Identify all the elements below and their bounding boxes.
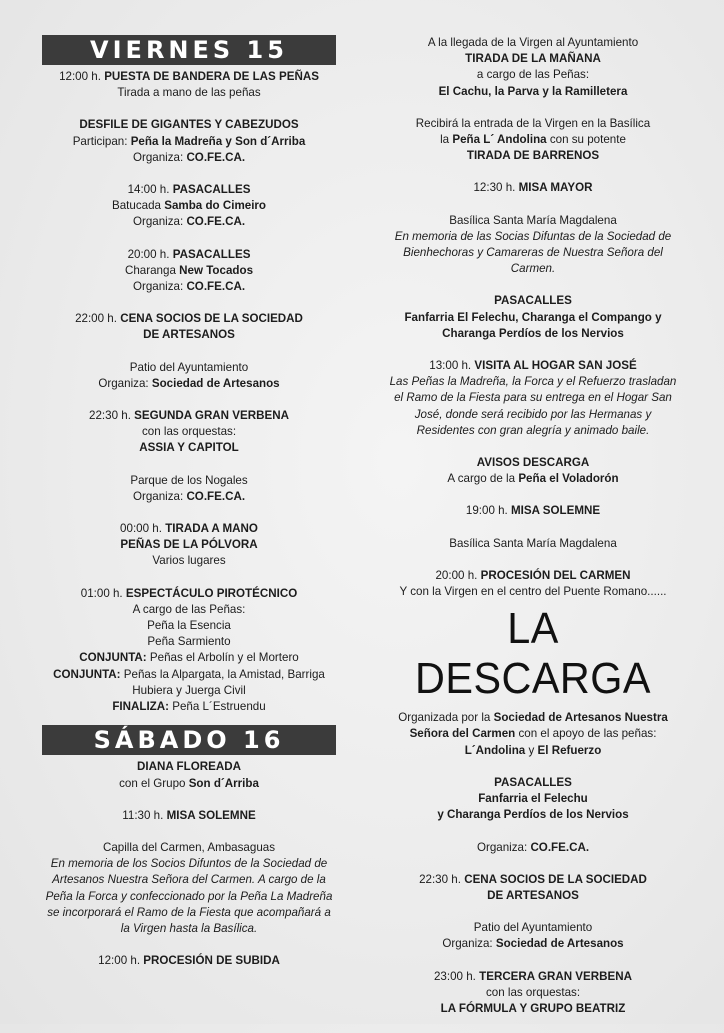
value: L´Andolina bbox=[464, 743, 526, 757]
label: CONJUNTA: bbox=[53, 667, 121, 681]
event-title: PROCESIÓN DE SUBIDA bbox=[143, 954, 280, 968]
value: Sociedad de Artesanos bbox=[495, 937, 624, 951]
value: Peña el Voladorón bbox=[518, 472, 619, 486]
event-note: Bienhechoras y Camareras de Nuestra Señora del bbox=[403, 246, 663, 260]
event-title: TIRADA DE BARRENOS bbox=[466, 149, 600, 163]
event-visita-hogar bbox=[384, 358, 682, 439]
event-descarga-details bbox=[384, 710, 682, 759]
event-tirada-manana bbox=[384, 35, 682, 100]
label: y bbox=[528, 743, 535, 757]
event-title: PASACALLES bbox=[172, 247, 251, 261]
event-title: PASACALLES bbox=[494, 294, 572, 308]
event-procesion-subida bbox=[42, 953, 336, 969]
event-title: TIRADA A MANO bbox=[165, 522, 258, 536]
event-place: Patio del Ayuntamiento bbox=[473, 921, 593, 935]
event-note: En memoria de las Socias Difuntas de la Sociedad de bbox=[394, 229, 672, 243]
value: Peñas el Arbolín y el Mortero bbox=[149, 651, 299, 665]
event-place: Patio del Ayuntamiento bbox=[129, 360, 249, 374]
value: Son d´Arriba bbox=[188, 776, 259, 790]
event-time: 22:00 h. bbox=[75, 312, 117, 326]
event-line: El Cachu, la Parva y la Ramilletera bbox=[438, 84, 628, 98]
label: con el apoyo de las peñas: bbox=[518, 727, 657, 741]
value: Señora del Carmen bbox=[409, 727, 516, 741]
event-note: el Ramo de la Fiesta para su entrega en el Hogar San bbox=[394, 391, 672, 405]
label: Organiza: bbox=[98, 376, 149, 390]
event-title: TERCERA GRAN VERBENA bbox=[479, 969, 633, 983]
event-title: AVISOS DESCARGA bbox=[476, 456, 590, 470]
saturday-header: SÁBADO 16 bbox=[42, 725, 336, 755]
event-line: A la llegada de la Virgen al Ayuntamiento bbox=[427, 36, 639, 49]
event-time: 00:00 h. bbox=[120, 522, 162, 536]
value: Samba do Cimeiro bbox=[164, 199, 267, 213]
event-title: SEGUNDA GRAN VERBENA bbox=[134, 409, 289, 423]
event-time: 13:00 h. bbox=[429, 359, 472, 373]
event-pasacalles-right bbox=[384, 293, 682, 342]
event-pasacalles-descarga bbox=[384, 775, 682, 824]
event-verbena-details bbox=[42, 473, 336, 505]
event-organiza-cofeca bbox=[384, 840, 682, 856]
label: Organiza: bbox=[442, 937, 493, 951]
event-title: ESPECTÁCULO PIROTÉCNICO bbox=[125, 586, 298, 600]
label: con el Grupo bbox=[119, 776, 186, 790]
event-note: la Virgen hasta la Basílica. bbox=[120, 921, 258, 935]
event-diana bbox=[42, 759, 336, 791]
label: con su potente bbox=[549, 133, 626, 147]
value: CO.FE.CA. bbox=[530, 840, 590, 854]
label: Organiza: bbox=[476, 840, 528, 854]
value: CO.FE.CA. bbox=[186, 489, 246, 503]
label: CONJUNTA: bbox=[79, 651, 147, 665]
event-note: Las Peñas la Madreña, la Forca y el Refuerzo trasladan bbox=[389, 375, 677, 389]
event-title: PASACALLES bbox=[172, 183, 251, 197]
event-place: Parque de los Nogales bbox=[130, 473, 248, 487]
event-line: Fanfarria el Felechu bbox=[478, 792, 588, 806]
event-misa-1900-details bbox=[384, 536, 682, 552]
event-cena bbox=[42, 311, 336, 343]
value: Sociedad de Artesanos Nuestra bbox=[493, 711, 668, 725]
value: CO.FE.CA. bbox=[186, 150, 246, 164]
value: Peña L´Estruendu bbox=[172, 700, 266, 714]
event-avisos bbox=[384, 455, 682, 487]
event-line: Peña Sarmiento bbox=[147, 635, 231, 649]
event-time: 01:00 h. bbox=[80, 586, 123, 600]
event-note: José, donde será recibido por las Hermanas y bbox=[414, 407, 652, 421]
label: Organizada por la bbox=[398, 711, 491, 725]
event-time: 11:30 h. bbox=[122, 808, 164, 822]
event-line: Peña la Esencia bbox=[147, 619, 231, 633]
event-title: VISITA AL HOGAR SAN JOSÉ bbox=[474, 359, 637, 373]
event-time: 12:00 h. bbox=[59, 70, 101, 83]
value: Peña la Madreña y Son d´Arriba bbox=[130, 134, 306, 148]
event-time: 22:30 h. bbox=[89, 409, 131, 423]
event-procesion-carmen bbox=[384, 568, 682, 600]
event-title: CENA SOCIOS DE LA SOCIEDAD bbox=[464, 872, 647, 886]
event-cena-details bbox=[42, 360, 336, 392]
event-verbena-2 bbox=[42, 408, 336, 457]
event-title: DE ARTESANOS bbox=[487, 888, 579, 902]
event-title: PROCESIÓN DEL CARMEN bbox=[480, 568, 631, 582]
event-title: TIRADA DE LA MAÑANA bbox=[465, 52, 601, 66]
value: Hubiera y Juerga Civil bbox=[132, 683, 246, 697]
label: Batucada bbox=[111, 199, 161, 213]
event-line: Charanga Perdíos de los Nervios bbox=[442, 326, 624, 340]
event-note: En memoria de los Socios Difuntos de la Sociedad de bbox=[50, 857, 328, 871]
label: la bbox=[440, 133, 450, 147]
event-note: Peña la Forca y confeccionado por la Peña La Madreña bbox=[45, 889, 333, 903]
label: Organiza: bbox=[132, 150, 184, 164]
event-time: 14:00 h. bbox=[127, 183, 170, 197]
event-sub: Tirada a mano de las peñas bbox=[117, 86, 261, 100]
event-title: CENA SOCIOS DE LA SOCIEDAD bbox=[120, 312, 303, 326]
value: Sociedad de Artesanos bbox=[151, 376, 280, 390]
event-misa-details bbox=[42, 840, 336, 937]
value: CO.FE.CA. bbox=[186, 280, 246, 294]
event-note: Residentes con gran alegría y animado baile. bbox=[416, 423, 650, 437]
event-cena-right bbox=[384, 872, 682, 904]
event-misa-1130 bbox=[42, 808, 336, 824]
event-title: MISA SOLEMNE bbox=[166, 808, 256, 822]
label: FINALIZA: bbox=[112, 700, 169, 714]
event-verbena-3 bbox=[384, 969, 682, 1018]
event-time: 12:00 h. bbox=[98, 954, 141, 968]
right-column bbox=[384, 35, 682, 1033]
label: Participan: bbox=[72, 134, 128, 148]
event-pasacalles-2000 bbox=[42, 247, 336, 296]
event-line: y Charanga Perdíos de los Nervios bbox=[437, 808, 629, 822]
value: CO.FE.CA. bbox=[186, 215, 246, 229]
event-title: MISA SOLEMNE bbox=[511, 504, 601, 518]
value: El Refuerzo bbox=[537, 743, 602, 757]
event-place: Basílica Santa María Magdalena bbox=[449, 536, 617, 550]
event-sub: con las orquestas: bbox=[485, 985, 581, 999]
event-place: Capilla del Carmen, Ambasaguas bbox=[102, 840, 276, 854]
event-sub: Varios lugares bbox=[152, 554, 226, 568]
event-title: DESFILE DE GIGANTES Y CABEZUDOS bbox=[79, 118, 299, 132]
event-note: Carmen. bbox=[510, 262, 556, 276]
friday-header: VIERNES 15 bbox=[42, 35, 336, 65]
event-note: Artesanos Nuestra Señora del Carmen. A cargo de la bbox=[52, 873, 326, 887]
label: Charanga bbox=[124, 263, 176, 277]
event-pirotecnico bbox=[42, 586, 336, 716]
event-bands: ASSIA Y CAPITOL bbox=[139, 441, 239, 455]
event-line: Fanfarria El Felechu, Charanga el Compango y bbox=[404, 310, 662, 324]
event-time: 19:00 h. bbox=[465, 504, 508, 518]
event-time: 22:30 h. bbox=[419, 872, 461, 886]
event-tirada bbox=[42, 521, 336, 570]
event-time: 20:00 h. bbox=[435, 568, 478, 582]
event-sub: con las orquestas: bbox=[141, 425, 237, 439]
event-title: PEÑAS DE LA PÓLVORA bbox=[120, 538, 258, 552]
value: New Tocados bbox=[179, 263, 254, 277]
la-descarga-title: LA DESCARGA bbox=[415, 604, 651, 704]
event-pasacalles-1400 bbox=[42, 182, 336, 231]
label: Organiza: bbox=[132, 489, 184, 503]
event-desfile bbox=[42, 117, 336, 166]
event-title: DE ARTESANOS bbox=[143, 328, 235, 342]
event-time: 12:30 h. bbox=[473, 181, 516, 195]
event-place: Basílica Santa María Magdalena bbox=[449, 213, 617, 227]
left-column bbox=[42, 35, 336, 985]
label: A cargo de la bbox=[447, 472, 516, 486]
event-bands: LA FÓRMULA Y GRUPO BEATRIZ bbox=[440, 1001, 626, 1015]
value: Peña L´ Andolina bbox=[452, 133, 547, 147]
event-barrenos bbox=[384, 116, 682, 165]
event-misa-mayor bbox=[384, 180, 682, 196]
event-time: 23:00 h. bbox=[433, 969, 476, 983]
label: Organiza: bbox=[132, 215, 184, 229]
event-title: PASACALLES bbox=[494, 775, 572, 789]
event-line: Recibirá la entrada de la Virgen en la Basílica bbox=[415, 116, 651, 130]
label: Organiza: bbox=[132, 280, 184, 294]
event-misa-1900 bbox=[384, 503, 682, 519]
event-note: se incorporará el Ramo de la Fiesta que acompañará a bbox=[47, 905, 331, 919]
event-bandera bbox=[42, 69, 336, 101]
event-title: DIANA FLOREADA bbox=[137, 760, 241, 774]
event-line: Y con la Virgen en el centro del Puente Romano...... bbox=[399, 585, 667, 599]
event-title: MISA MAYOR bbox=[518, 181, 593, 195]
event-title: PUESTA DE BANDERA DE LAS PEÑAS bbox=[104, 70, 319, 83]
event-time: 20:00 h. bbox=[127, 247, 170, 261]
event-line: a cargo de las Peñas: bbox=[476, 68, 590, 82]
event-misa-mayor-details bbox=[384, 213, 682, 278]
event-line: A cargo de las Peñas: bbox=[132, 602, 246, 616]
event-cena-right-details bbox=[384, 920, 682, 952]
value: Peñas la Alpargata, la Amistad, Barriga bbox=[123, 667, 325, 681]
